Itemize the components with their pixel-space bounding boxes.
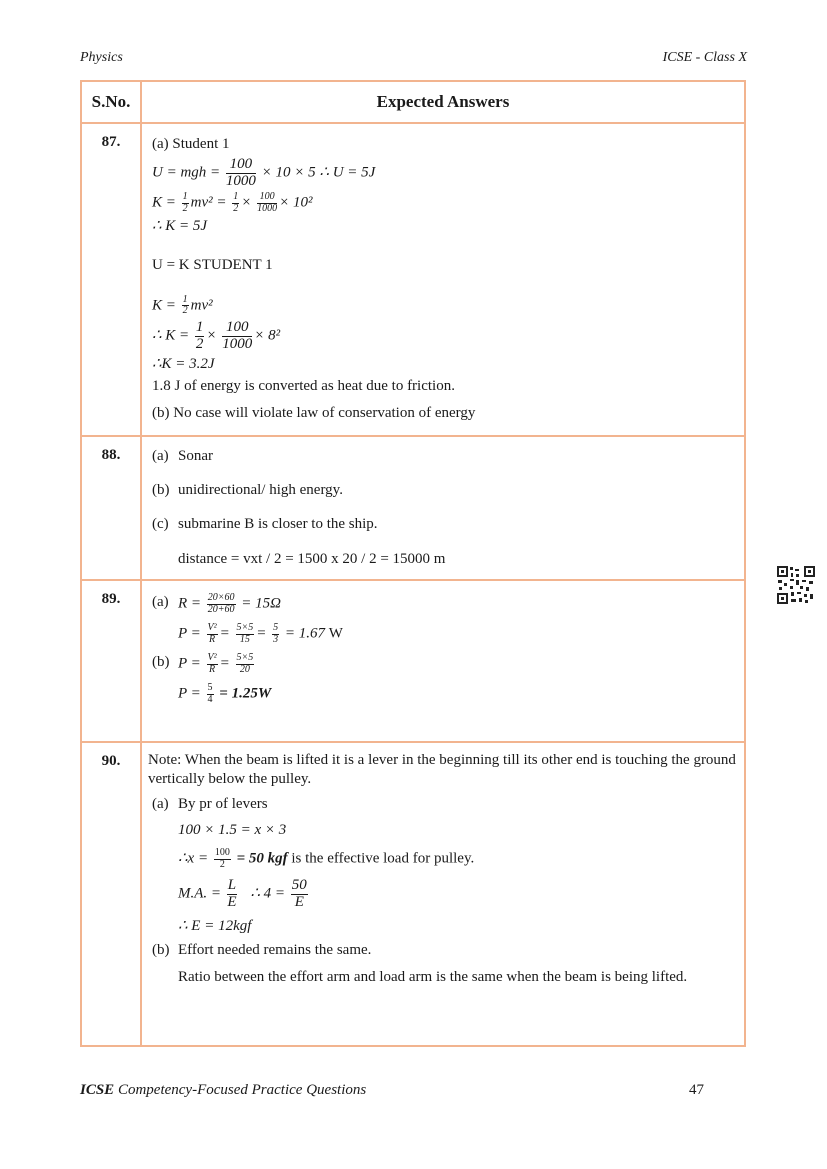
q87-eq-kinetic: K = $\frac{1}{2}$ mv² = $\frac{1}{2}$ × $\frac{100}{1000}$ × 10² [152, 191, 313, 214]
answer-row-89 [81, 580, 745, 742]
q87-part-a: (a) Student 1 [152, 136, 230, 152]
q87-eq-k-result: ∴ K = 5J [152, 218, 208, 235]
q87-uk-statement: U = K STUDENT 1 [152, 257, 273, 273]
q90-ma-eq: M.A. = $\frac{L}{E}$ ∴ 4 = $\frac{50}{E}$ [178, 877, 307, 910]
qr-code-icon [776, 565, 816, 605]
q87-eq-kinetic-2: K = $\frac{1}{2}$ mv² [152, 293, 213, 317]
question-number: 88. [81, 436, 141, 580]
answer-row-88 [81, 436, 745, 580]
q89-part-b: (b) P = $\frac{\text{V²}}{R}$ = $\frac{5\times 5}{20}$ [152, 652, 254, 675]
q88-part-b: (b) unidirectional/ high energy. [152, 481, 343, 498]
header-class: ICSE - Class X [662, 50, 747, 65]
q90-part-b: (b) Effort needed remains the same. [152, 942, 372, 959]
q89-power-b-result: P = $\frac{5}{4}$ = 1.25W [178, 682, 272, 705]
fraction: $\frac{100}{1000}$ [225, 155, 256, 189]
fraction: $\frac{100}{1000}$ [257, 191, 278, 214]
fraction: $\frac{L}{E}$ [227, 877, 237, 910]
fraction: $\frac{1}{2}$ [195, 318, 204, 352]
fraction: $\frac{\text{V²}}{R}$ [207, 652, 217, 675]
q90-note: Note: When the beam is lifted it is a lever in the beginning till its other end is touching the ground vertically below the pulley. [148, 752, 736, 787]
q90-effort-result: ∴ E = 12kgf [178, 917, 252, 934]
q87-eq-potential: U = mgh = $\frac{100}{1000}$ × 10 × 5 ∴ U = 5J [152, 155, 376, 189]
fraction: $\frac{5}{4}$ [207, 682, 213, 705]
fraction: $\frac{5\times 5}{20}$ [236, 652, 254, 675]
fraction: $\frac{1}{2}$ [182, 191, 188, 214]
col-answers-header: Expected Answers [141, 81, 745, 123]
fraction: $\frac{1}{2}$ [233, 191, 239, 214]
answer-body-90 [141, 742, 745, 1046]
answer-body-87 [141, 123, 745, 436]
fraction: $\frac{50}{E}$ [291, 877, 307, 910]
header-subject: Physics [80, 50, 123, 65]
q87-eq-k-result-2: ∴K = 3.2J [152, 356, 215, 373]
question-number: 87. [81, 123, 141, 436]
q87-part-b: (b) No case will violate law of conservation of energy [152, 404, 476, 421]
q87-heat-statement: 1.8 J of energy is converted as heat due to friction. [152, 378, 455, 394]
fraction: $\frac{100}{2}$ [214, 847, 230, 870]
q89-power-a: P = $\frac{\text{V²}}{R}$ = $\frac{5\times 5}{15}$ = $\frac{5}{3}$ = 1.67 W [178, 622, 343, 645]
question-number: 90. [81, 742, 141, 1046]
q88-distance: distance = vxt / 2 = 1500 x 20 / 2 = 15000 m [178, 551, 446, 568]
col-sno-header: S.No. [81, 81, 141, 123]
fraction: $\frac{\text{V²}}{R}$ [207, 622, 217, 645]
answers-table [80, 80, 746, 1047]
fraction: $\frac{5\times 5}{15}$ [236, 622, 254, 645]
q87-eq-kinetic-3: ∴ K = $\frac{1}{2}$ × $\frac{100}{1000}$ × 8² [152, 318, 281, 352]
fraction: $\frac{20\times 60}{20+60}$ [207, 592, 235, 615]
fraction: $\frac{1}{2}$ [182, 293, 188, 317]
q90-lever-eq: 100 × 1.5 = x × 3 [178, 822, 287, 839]
q88-part-a: (a) Sonar [152, 448, 213, 464]
q88-part-c: (c) submarine B is closer to the ship. [152, 515, 378, 532]
q90-ratio: Ratio between the effort arm and load arm is the same when the beam is being lifted. [178, 969, 688, 985]
answer-body-89 [141, 580, 745, 742]
fraction: $\frac{5}{3}$ [273, 622, 279, 645]
page-number: 47 [689, 1082, 704, 1098]
question-number: 89. [81, 580, 141, 742]
answer-row-87 [81, 123, 745, 436]
q90-part-a: (a) By pr of levers [152, 795, 268, 812]
answer-body-88 [141, 436, 745, 580]
fraction: $\frac{100}{1000}$ [222, 318, 253, 352]
answer-row-90 [81, 742, 745, 1046]
footer-title: ICSE Competency-Focused Practice Questions [80, 1082, 367, 1098]
q90-effective-load: ∴x = $\frac{100}{2}$ = 50 kgf is the effective load for pulley. [178, 847, 475, 870]
table-header-row [81, 81, 745, 123]
q89-part-a-resistance: (a) R = $\frac{20\times 60}{20+60}$ = 15Ω [152, 592, 282, 615]
